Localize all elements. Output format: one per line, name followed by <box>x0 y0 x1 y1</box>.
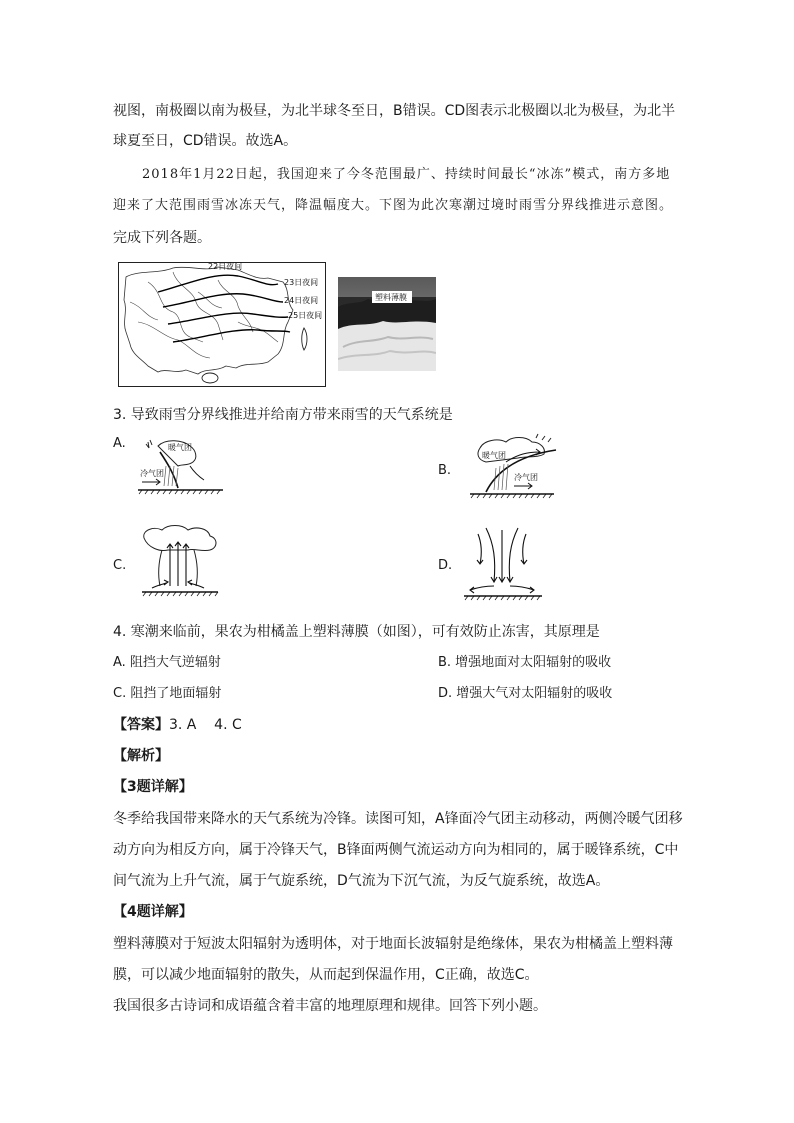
q3-detail-line-3: 间气流为上升气流，属于气旋系统，D气流为下沉气流，为反气旋系统，故选A。 <box>113 873 610 889</box>
anticyclone-diagram <box>460 524 546 604</box>
paragraph-1-line-1: 视图，南极圈以南为极昼，为北半球冬至日，B错误。CD图表示北极圈以北为极昼，为北半 <box>113 103 676 119</box>
q4-detail-line-2: 膜，可以减少地面辐射的散失，从而起到保温作用，C正确，故选C。 <box>113 967 539 983</box>
q3-option-d: D. <box>438 558 453 573</box>
fig-b-warm-label: 暖气团 <box>482 451 506 460</box>
q4-detail-line-1: 塑料薄膜对于短波太阳辐射为透明体，对于地面长波辐射是绝缘体，果农为柑橘盖上塑料薄 <box>113 936 673 952</box>
question-3-stem: 3. 导致雨雪分界线推进并给南方带来雨雪的天气系统是 <box>113 407 453 423</box>
fig-a-warm-label: 暖气团 <box>168 443 192 452</box>
closing-paragraph: 我国很多古诗词和成语蕴含着丰富的地理原理和规律。回答下列小题。 <box>113 998 547 1014</box>
fig-a-cold-label: 冷气团 <box>140 469 164 478</box>
question-4-stem: 4. 寒潮来临前，果农为柑橘盖上塑料薄膜（如图），可有效防止冻害，其原理是 <box>113 624 600 640</box>
paragraph-2-line-3: 完成下列各题。 <box>113 230 211 246</box>
q3-detail-line-2: 动方向为相反方向，属于冷锋天气，B锋面两侧气流运动方向为相同的，属于暖锋系统，C中 <box>113 842 679 858</box>
q3-option-b: B. <box>438 463 452 478</box>
snow-line-map <box>118 262 326 387</box>
label-24: 24日夜间 <box>284 296 319 305</box>
label-23: 23日夜间 <box>284 278 319 287</box>
plastic-film-photo <box>338 277 436 371</box>
paragraph-2-line-1: 2018年1月22日起，我国迎来了今冬范围最广、持续时间最长“冰冻”模式，南方多地 <box>142 167 671 182</box>
fig-b-cold-label: 冷气团 <box>514 473 538 482</box>
q4-option-c: C. 阻挡了地面辐射 <box>113 686 222 701</box>
q3-option-a: A. <box>113 436 126 451</box>
answer-line <box>113 715 242 735</box>
label-22: 22日夜间 <box>208 262 243 271</box>
cyclone-diagram <box>138 524 222 600</box>
warm-front-diagram <box>466 432 558 502</box>
label-25: 25日夜间 <box>288 311 323 320</box>
analysis-label: 【解析】 <box>113 748 169 764</box>
answer-label: 【答案】 <box>113 717 169 733</box>
q3-detail-label: 【3题详解】 <box>113 779 193 795</box>
q4-option-a: A. 阻挡大气逆辐射 <box>113 655 221 670</box>
q4-option-d: D. 增强大气对太阳辐射的吸收 <box>438 686 613 701</box>
cold-front-diagram <box>138 436 228 496</box>
q4-detail-label: 【4题详解】 <box>113 904 193 920</box>
q4-option-b: B. 增强地面对太阳辐射的吸收 <box>438 655 612 670</box>
q3-detail-line-1: 冬季给我国带来降水的天气系统为冷锋。读图可知，A锋面冷气团主动移动，两侧冷暖气团移 <box>113 811 683 827</box>
q3-option-c: C. <box>113 558 127 573</box>
paragraph-2-line-2: 迎来了大范围雨雪冰冻天气，降温幅度大。下图为此次寒潮过境时雨雪分界线推进示意图。 <box>113 198 674 213</box>
paragraph-1-line-2: 球夏至日，CD错误。故选A。 <box>113 133 298 149</box>
photo-label: 塑料薄膜 <box>375 293 407 302</box>
answer-value: 3. A 4. C <box>169 717 242 733</box>
